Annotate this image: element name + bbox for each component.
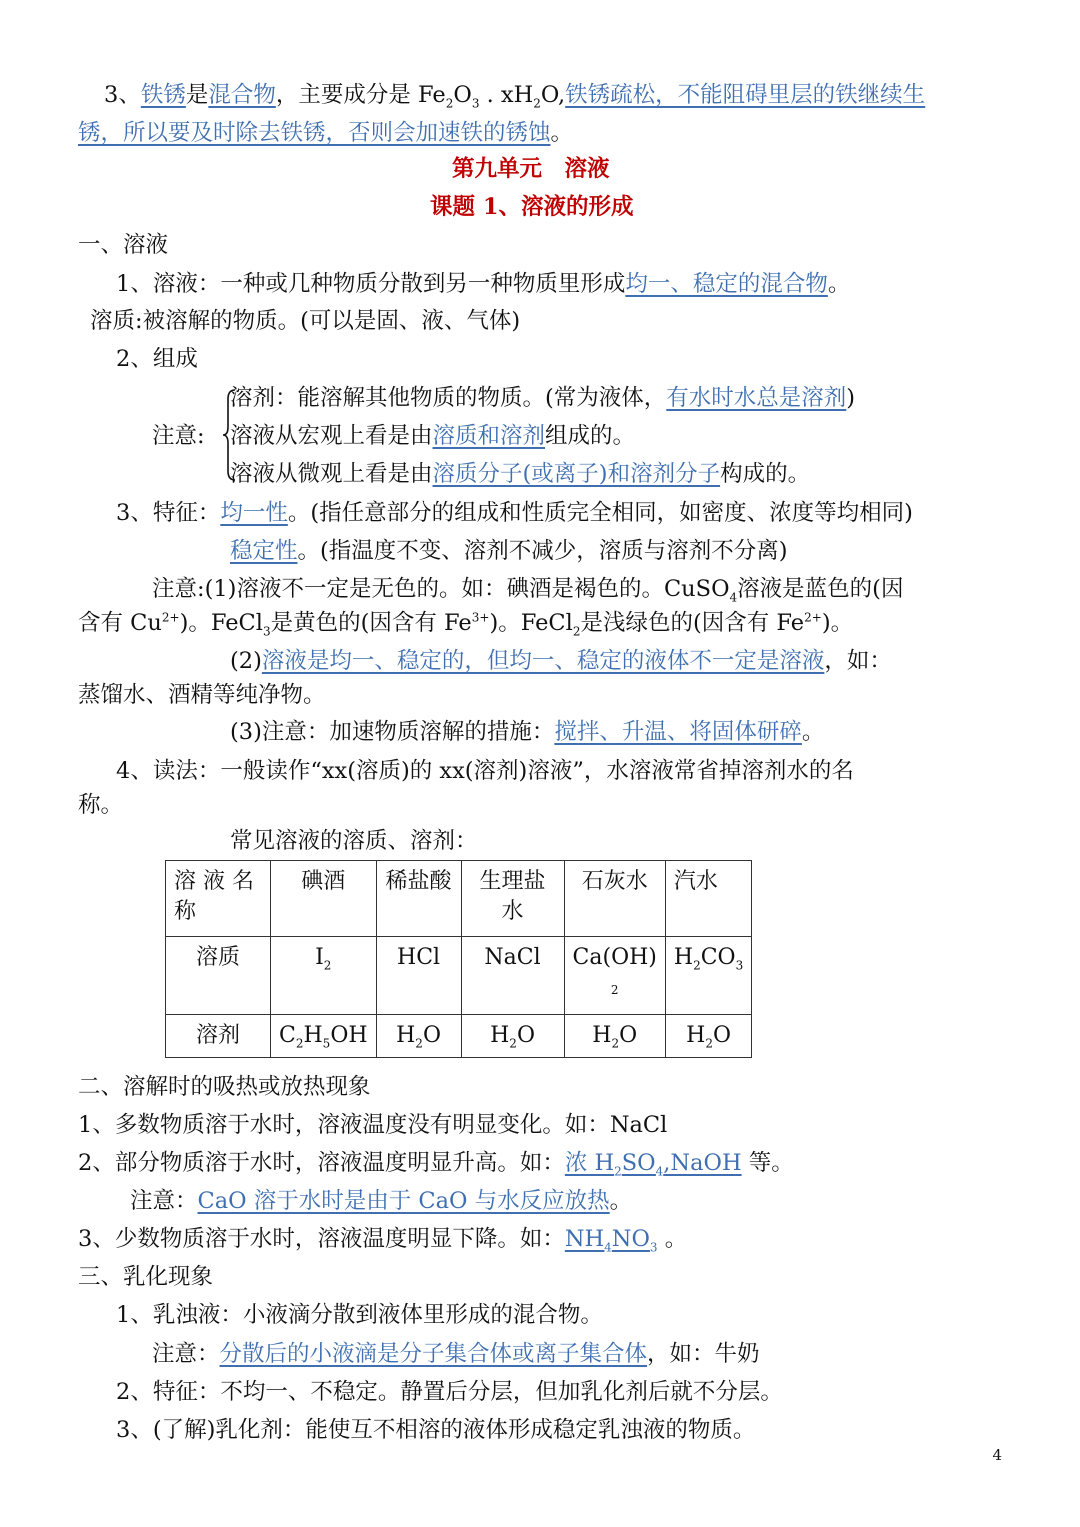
table-cell: $C_2H_5OH$ [271,1015,377,1058]
uniform-note: (2)溶液是均一、稳定的，但均一、稳定的液体不一定是溶液，如： [230,648,892,674]
emulsion-line: 1、乳浊液：小液滴分散到液体里形成的混合物。 [116,1302,603,1328]
table-row [166,1015,752,1058]
table-header-cell: 溶 液 名称 [166,861,271,937]
section-2-heading: 二、溶解时的吸热或放热现象 [78,1074,371,1100]
table-cell: $H_2O$ [376,1015,461,1058]
table-caption: 常见溶液的溶质、溶剂： [230,828,478,854]
unit-title: 第九单元 溶液 [452,156,610,182]
solute-label: 溶质 [166,937,271,1015]
table-cell: $H_2O$ [461,1015,564,1058]
note-label: 注意: [152,423,205,449]
heat-line-3: 3、少数物质溶于水时，溶液温度明显下降。如：$NH_4NO_3$ 。 [78,1226,688,1255]
table-cell: Ca(OH) 2 [564,937,665,1015]
heat-line-2: 2、部分物质溶于水时，溶液温度明显升高。如：浓 $H_2SO_4,NaOH$ 等。 [78,1150,794,1179]
table-header-cell: 生理盐水 [461,861,564,937]
emulsion-feature: 2、特征：不均一、不稳定。静置后分层，但加乳化剂后就不分层。 [116,1379,783,1405]
table-cell: HCl [376,937,461,1015]
table-row [166,861,752,937]
table-header-cell: 石灰水 [564,861,665,937]
solute-line: 溶质:被溶解的物质。(可以是固、液、气体) [90,308,521,334]
pure-substances: 蒸馏水、酒精等纯净物。 [78,682,326,708]
composition-heading: 2、组成 [116,346,198,372]
emulsion-note: 注意：分散后的小液滴是分子集合体或离子集合体，如：牛奶 [152,1341,760,1367]
table-cell: $H_2O$ [665,1015,751,1058]
rust-line-1: 3、铁锈是混合物，主要成分是 $Fe_2O_3$ . $xH_2O$,铁锈疏松，不能阻碍里层的铁继续生 [104,82,926,111]
cao-note: 注意：CaO 溶于水时是由于 CaO 与水反应放热。 [130,1188,633,1214]
section-1-heading: 一、溶液 [78,232,169,258]
feature-line-2: 稳定性。(指温度不变、溶剂不减少，溶质与溶剂不分离) [230,538,788,564]
feature-line-1: 3、特征：均一性。(指任意部分的组成和性质完全相同，如密度、浓度等均相同) [116,500,913,526]
micro-note: 溶液从微观上看是由溶质分子(或离子)和溶剂分子构成的。 [230,461,811,487]
solvent-label: 溶剂 [166,1015,271,1058]
reading-line-1: 4、读法：一般读作“xx(溶质)的 xx(溶剂)溶液”，水溶液常省掉溶剂水的名 [116,758,854,784]
definition-line: 1、溶液：一种或几种物质分散到另一种物质里形成均一、稳定的混合物。 [116,271,851,297]
table-cell: NaCl [461,937,564,1015]
table-cell: $H_2CO_3$ [665,937,751,1015]
macro-note: 溶液从宏观上看是由溶质和溶剂组成的。 [230,423,636,449]
emulsifier-line: 3、(了解)乳化剂：能使互不相溶的液体形成稳定乳浊液的物质。 [116,1417,756,1443]
lesson-title: 课题 1、溶液的形成 [430,194,634,220]
heat-line-1: 1、多数物质溶于水时，溶液温度没有明显变化。如：NaCl [78,1112,668,1138]
table-header-cell: 稀盐酸 [376,861,461,937]
table-header-cell: 汽水 [665,861,751,937]
reading-line-2: 称。 [78,792,124,818]
table-cell: $H_2O$ [564,1015,665,1058]
table-cell: $I_2$ [271,937,377,1015]
dissolve-measures: (3)注意：加速物质溶解的措施：搅拌、升温、将固体研碎。 [230,719,825,745]
color-note-2: 含有 $Cu^{2+}$)。FeCl$_3$是黄色的(因含有 $Fe^{3+}$)。FeCl$_2$是浅绿色的(因含有 $Fe^{2+}$)。 [78,610,854,639]
table-row [166,937,752,1015]
color-note-1: 注意:(1)溶液不一定是无色的。如：碘酒是褐色的。CuSO$_4$溶液是蓝色的(因 [152,576,904,605]
solvent-note: 溶剂：能溶解其他物质的物质。(常为液体，有水时水总是溶剂) [230,385,856,411]
section-3-heading: 三、乳化现象 [78,1264,214,1290]
page-number: 4 [992,1446,1002,1464]
rust-line-2: 锈，所以要及时除去铁锈，否则会加速铁的锈蚀。 [78,120,574,146]
table-header-cell: 碘酒 [271,861,377,937]
solution-table [165,860,752,1058]
